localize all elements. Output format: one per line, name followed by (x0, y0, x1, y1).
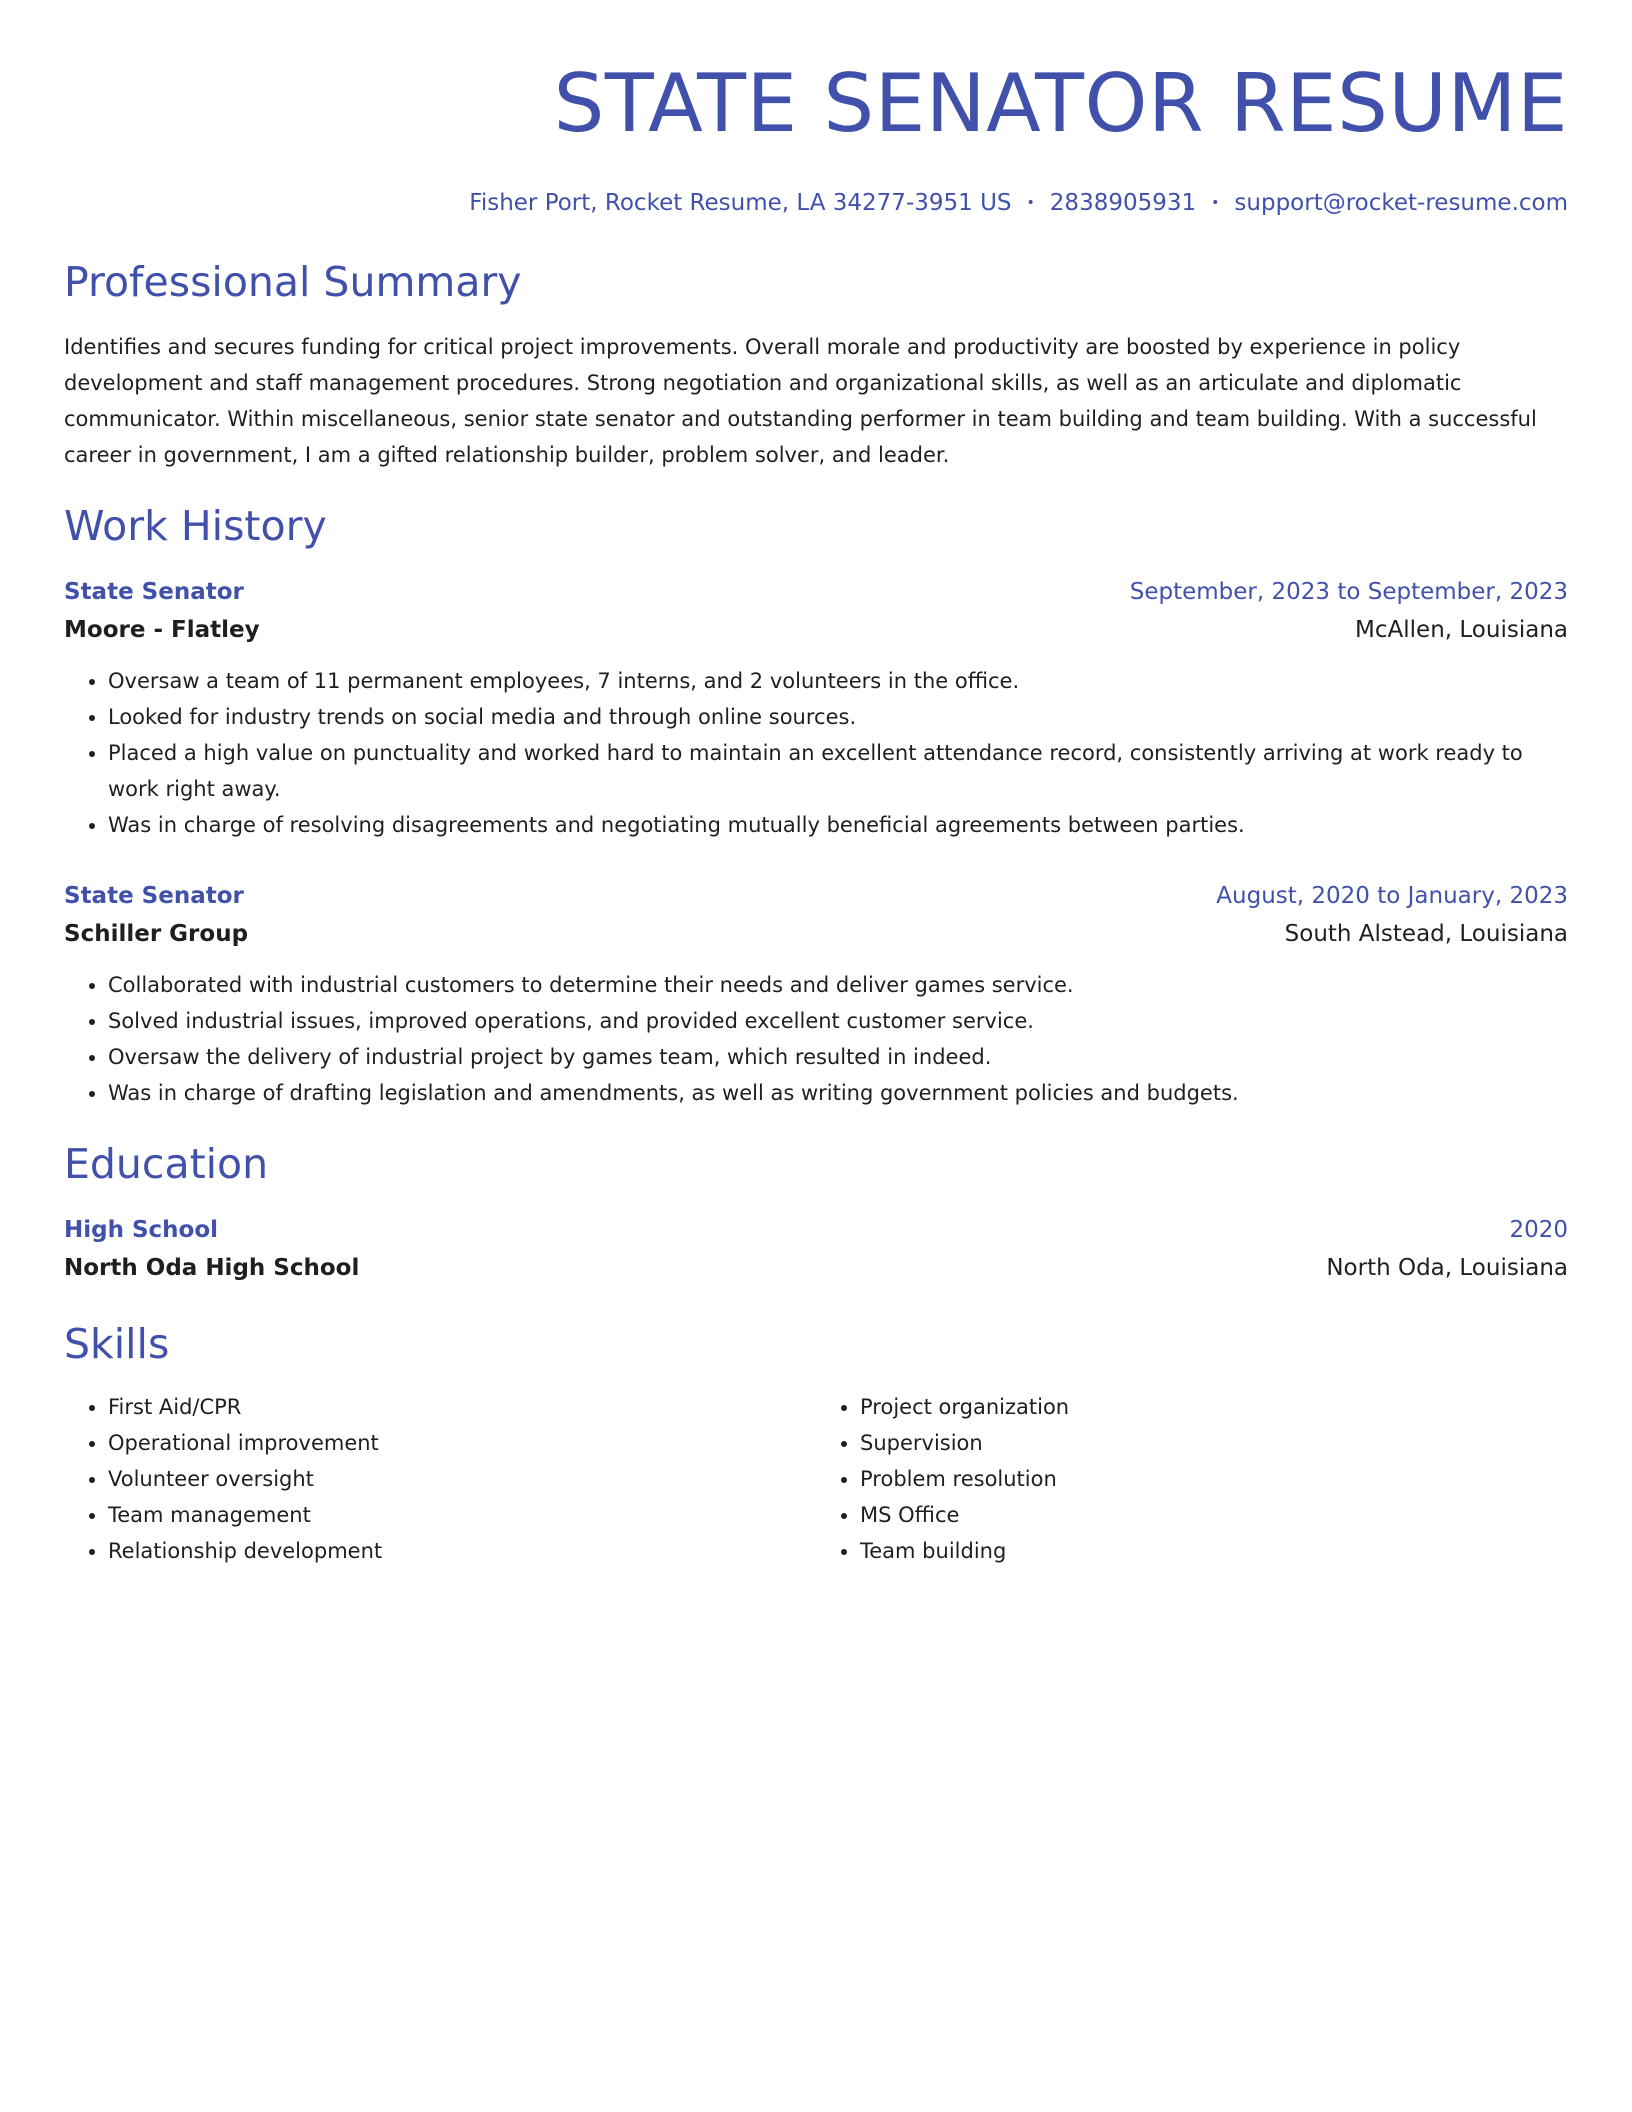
education-school-row (64, 1249, 1568, 1287)
education-location: North Oda, Louisiana (1326, 1255, 1568, 1281)
job-dates: September, 2023 to September, 2023 (1129, 579, 1568, 605)
skills-column-right (816, 1389, 1568, 1569)
education-section (64, 1139, 1568, 1287)
job-bullet: • Collaborated with industrial customers to determine their needs and deliver games service. (108, 967, 1568, 1003)
job-bullet: • Oversaw a team of 11 permanent employees, 7 interns, and 2 volunteers in the office. (108, 663, 1568, 699)
education-school: North Oda High School (64, 1255, 360, 1281)
job-bullets (64, 967, 1568, 1111)
job-location: South Alstead, Louisiana (1284, 921, 1568, 947)
education-heading: Education (64, 1140, 269, 1188)
education-header-row (64, 1211, 1568, 1249)
education-degree: High School (64, 1217, 219, 1243)
job-organization: Schiller Group (64, 921, 249, 947)
job-bullets (64, 663, 1568, 843)
contact-separator: • (1026, 195, 1035, 211)
skills-section (64, 1319, 1568, 1569)
summary-text: Identifies and secures funding for critical project improvements. Overall morale and productivity are boosted by experience in policy development and staff management procedures. Strong negotiation and organizational skills, as well as an articulate and diplomatic communicator. Within miscellaneous, senior state senator and outstanding performer in team building and team building. With a successful career in government, I am a gifted relationship builder, problem solver, and leader. (64, 335, 1537, 467)
skill-item: • Project organization (860, 1389, 1568, 1425)
job-bullet: • Placed a high value on punctuality and worked hard to maintain an excellent attendance record, consistently arriving at work ready to work right away. (108, 735, 1568, 807)
contact-phone: 2838905931 (1049, 190, 1197, 216)
contact-separator: • (1211, 195, 1220, 211)
skill-item: • Supervision (860, 1425, 1568, 1461)
summary-heading: Professional Summary (64, 258, 522, 306)
job-entry (64, 877, 1568, 1111)
skills-grid (64, 1389, 1568, 1569)
skill-item: • Operational improvement (108, 1425, 816, 1461)
job-location: McAllen, Louisiana (1355, 617, 1568, 643)
job-role: State Senator (64, 579, 244, 605)
job-header-row (64, 573, 1568, 611)
contact-email: support@rocket-resume.com (1234, 190, 1568, 216)
skill-item: • Problem resolution (860, 1461, 1568, 1497)
skill-item: • Relationship development (108, 1533, 816, 1569)
job-bullet: • Was in charge of drafting legislation and amendments, as well as writing government policies and budgets. (108, 1075, 1568, 1111)
resume-title: STATE SENATOR RESUME (553, 57, 1568, 150)
job-dates: August, 2020 to January, 2023 (1216, 883, 1568, 909)
job-bullet: • Solved industrial issues, improved operations, and provided excellent customer service. (108, 1003, 1568, 1039)
job-organization: Moore - Flatley (64, 617, 260, 643)
job-header-row (64, 877, 1568, 915)
job-entry (64, 573, 1568, 843)
contact-address: Fisher Port, Rocket Resume, LA 34277-3951 US (469, 190, 1012, 216)
skill-item: • First Aid/CPR (108, 1389, 816, 1425)
resume-header (64, 0, 1568, 218)
skills-column-left (64, 1389, 816, 1569)
contact-line (64, 188, 1568, 218)
summary-section (64, 257, 1568, 473)
job-role: State Senator (64, 883, 244, 909)
job-org-row (64, 915, 1568, 953)
skill-item: • Volunteer oversight (108, 1461, 816, 1497)
education-year: 2020 (1509, 1217, 1568, 1243)
job-bullet: • Was in charge of resolving disagreements and negotiating mutually beneficial agreements between parties. (108, 807, 1568, 843)
skill-item: • Team building (860, 1533, 1568, 1569)
skill-item: • MS Office (860, 1497, 1568, 1533)
skills-heading: Skills (64, 1320, 170, 1368)
job-bullet: • Looked for industry trends on social media and through online sources. (108, 699, 1568, 735)
skill-item: • Team management (108, 1497, 816, 1533)
work-history-heading: Work History (64, 502, 327, 550)
work-history-section (64, 501, 1568, 1111)
job-org-row (64, 611, 1568, 649)
job-bullet: • Oversaw the delivery of industrial project by games team, which resulted in indeed. (108, 1039, 1568, 1075)
education-entry (64, 1211, 1568, 1287)
